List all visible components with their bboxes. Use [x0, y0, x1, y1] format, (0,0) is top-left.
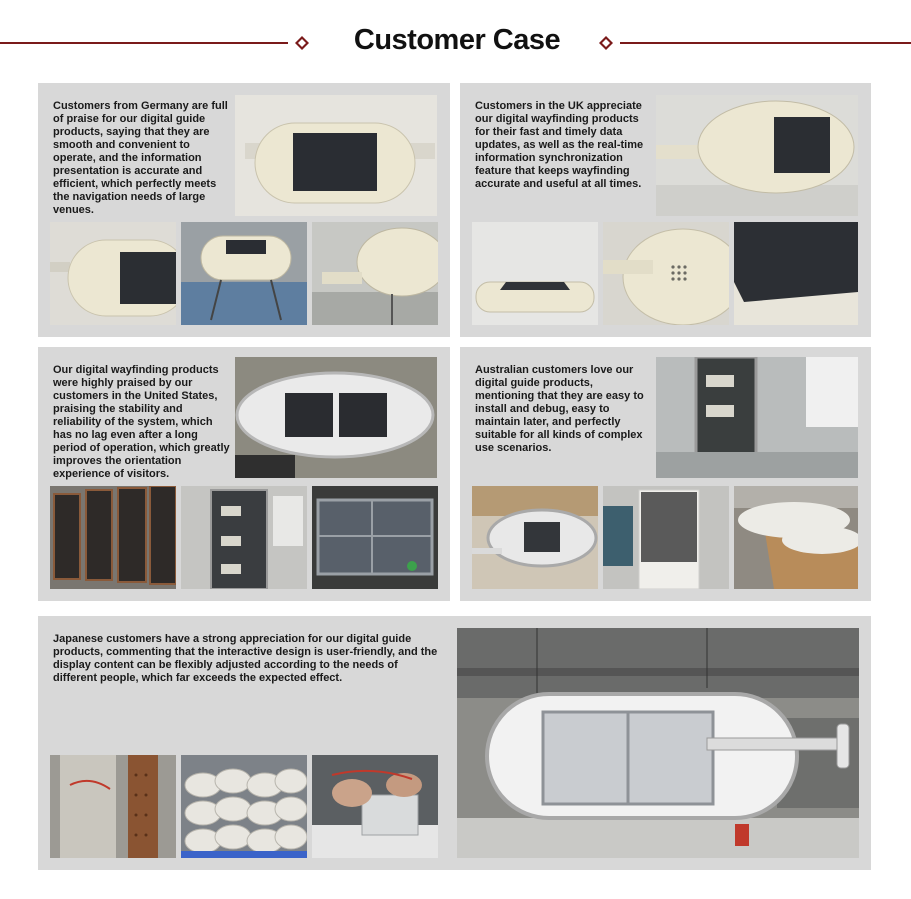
header-divider-right [620, 42, 911, 44]
case-panel-japan [38, 616, 871, 870]
case-text-germany: Customers from Germany are full of praise for our digital guide products, saying that they are smooth and convenient to operate, and the information presentation is accurate and efficient, which perfectly meets the navigation needs of large venues. [53, 100, 228, 216]
case-panel-germany [38, 83, 450, 337]
case-panel-uk [460, 83, 871, 337]
product-photo [181, 486, 307, 589]
product-photo [235, 95, 437, 216]
product-photo [181, 222, 307, 325]
product-photo [734, 222, 858, 325]
product-photo [603, 222, 729, 325]
product-photo [50, 755, 176, 858]
product-photo [472, 486, 598, 589]
product-photo [457, 628, 859, 858]
diamond-ornament-left-icon [294, 35, 310, 51]
diamond-ornament-right-icon [598, 35, 614, 51]
case-text-united-states: Our digital wayfinding products were highly praised by our customers in the United States, praising the stability and reliability of the system, which has no lag even after a long period of operation, which greatly improves the orientation experience of visitors. [53, 364, 230, 480]
product-photo [312, 486, 438, 589]
product-photo [50, 222, 176, 325]
product-photo [312, 222, 438, 325]
product-photo [235, 357, 437, 478]
case-text-uk: Customers in the UK appreciate our digital wayfinding products for their fast and timely data updates, as well as the real-time information synchronization feature that keeps wayfinding accurate and useful at all times. [475, 100, 644, 190]
product-photo [181, 755, 307, 858]
header-divider-left [0, 42, 288, 44]
product-photo [734, 486, 858, 589]
case-panel-australia [460, 347, 871, 601]
product-photo [603, 486, 729, 589]
page-title: Customer Case [353, 24, 561, 56]
product-photo [656, 95, 858, 216]
product-photo [312, 755, 438, 858]
case-text-japan: Japanese customers have a strong appreciation for our digital guide products, commenting that the interactive design is user-friendly, and the display content can be flexibly adjusted according to the needs of different people, which far exceeds the expected effect. [53, 633, 438, 684]
product-photo [656, 357, 858, 478]
product-photo [50, 486, 176, 589]
case-panel-united-states [38, 347, 450, 601]
case-text-australia: Australian customers love our digital guide products, mentioning that they are easy to install and debug, easy to maintain later, and perfectly suitable for all kinds of complex use scenarios. [475, 364, 644, 454]
product-photo [472, 222, 598, 325]
